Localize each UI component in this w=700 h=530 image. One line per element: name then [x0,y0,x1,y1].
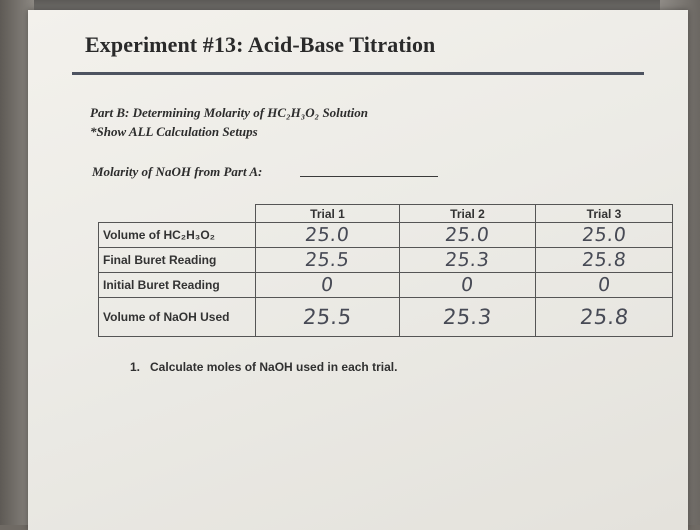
table-cell [536,298,673,337]
table-header-row [99,205,673,223]
handwritten-value: 0 [320,274,335,296]
handwritten-value: 0 [460,274,475,296]
part-b-heading: Part B: Determining Molarity of HC₂H₃O₂ Solution [90,105,368,120]
handwritten-value: 25.5 [304,249,351,271]
row-label-volume-acid: Volume of HC₂H₃O₂ [99,223,256,248]
table-cell [536,273,673,298]
table-cell [536,223,673,248]
worksheet-paper [28,10,688,530]
table-row [99,223,673,248]
table-cell [400,248,536,273]
question-number: 1. [130,360,141,374]
handwritten-value: 25.3 [444,249,491,271]
titration-data-table [98,204,673,337]
table-cell [256,298,400,337]
handwritten-value: 25.5 [301,305,354,329]
molarity-answer-blank [300,176,438,177]
handwritten-value: 0 [596,274,612,296]
table-row [99,298,673,337]
handwritten-value: 25.0 [580,224,628,246]
question-text: Calculate moles of NaOH used in each trial. [150,360,398,374]
handwritten-value: 25.8 [580,249,628,271]
table-row [99,248,673,273]
molarity-prompt: Molarity of NaOH from Part A: [92,164,263,179]
table-cell [256,223,400,248]
row-label-final-buret: Final Buret Reading [99,248,256,273]
table-cell [400,223,536,248]
handwritten-value: 25.0 [444,224,491,246]
row-label-volume-naoh: Volume of NaOH Used [99,298,256,337]
page-title: Experiment #13: Acid-Base Titration [85,32,436,57]
table-row [99,273,673,298]
title-underline [72,72,644,75]
table-cell [400,273,536,298]
handwritten-value: 25.3 [441,305,494,329]
table-cell [256,248,400,273]
header-trial-3: Trial 3 [536,205,673,223]
table-cell [400,298,536,337]
handwritten-value: 25.0 [304,224,351,246]
show-all-note: *Show ALL Calculation Setups [90,124,258,139]
table-cell [256,273,400,298]
row-label-initial-buret: Initial Buret Reading [99,273,256,298]
table-corner [99,205,256,223]
question-1 [130,360,397,374]
handwritten-value: 25.8 [578,305,630,329]
header-trial-1: Trial 1 [256,205,400,223]
table-cell [536,248,673,273]
header-trial-2: Trial 2 [400,205,536,223]
